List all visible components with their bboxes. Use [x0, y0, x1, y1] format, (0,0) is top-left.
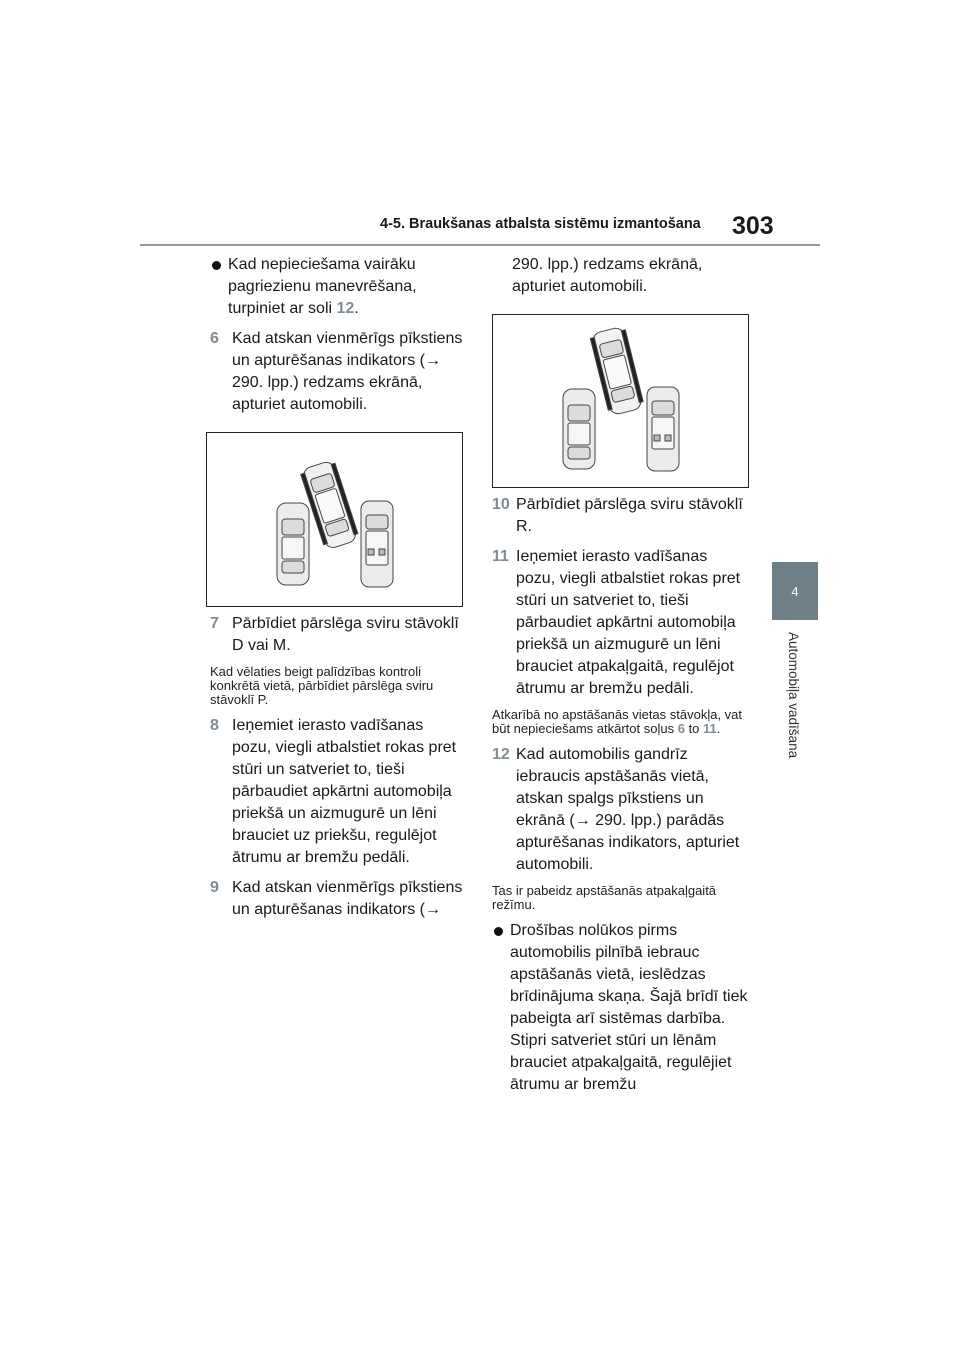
step-text: Kad automobilis gandrīz iebraucis apstāšanās vietā, atskan spalgs pīkstiens un ekrānā (→ 290. lpp.) parādās apturēšanas indikators, apturiet automobili.: [516, 746, 740, 873]
note-text-mid: to: [684, 721, 704, 736]
section-title: 4-5. Braukšanas atbalsta sistēmu izmantošana: [380, 216, 701, 232]
bullet-text: Drošības nolūkos pirms automobilis pilnībā iebrauc apstāšanās vietā, ieslēdzas brīdinājuma skaņa. Šajā brīdī tiek pabeigta arī sistēmas darbība. Stipri satveriet stūri un lēnām brauciet atpakaļgaitā, regulējiet ātrumu ar bremžu: [510, 922, 748, 1093]
step-number: 6: [210, 330, 219, 347]
step-number: 10: [492, 496, 510, 513]
left-column: [210, 252, 466, 921]
step-number: 11: [492, 548, 509, 565]
parking-illustration-reverse: [492, 314, 749, 488]
parked-car-left: [563, 389, 595, 469]
parking-illustration-forward: [206, 432, 463, 607]
parking-cars-diagram: [207, 433, 462, 606]
step-number: 8: [210, 717, 219, 734]
step-ref-11: 11: [703, 721, 717, 736]
note-step-11: [492, 708, 748, 736]
parked-car-left: [277, 503, 309, 585]
step-number: 12: [492, 746, 510, 763]
header-rule: [140, 244, 820, 246]
reversing-car: [589, 326, 644, 416]
step-text: Pārbīdiet pārslēga sviru stāvoklī D vai M.: [232, 615, 459, 654]
step-12: [492, 744, 748, 876]
page-number: 303: [732, 212, 774, 240]
step-text: Kad atskan vienmērīgs pīkstiens un apturēšanas indikators (→: [232, 879, 463, 918]
step-text: Ieņemiet ierasto vadīšanas pozu, viegli atbalstiet rokas pret stūri un satveriet to, tieši pārbaudiet apkārtni automobiļa priekšā un aizmugurē un lēni brauciet uz priekšu, regulējot ātrumu ar bremžu pedāli.: [232, 717, 457, 866]
parked-car-right: [647, 387, 679, 471]
bullet-multi-turn: [210, 254, 466, 320]
bullet-text: Kad nepieciešama vairāku pagriezienu manevrēšana, turpiniet ar soli: [228, 256, 417, 317]
step-11: [492, 546, 748, 700]
note-text: Atkarībā no apstāšanās vietas stāvokļa, vat būt nepieciešams atkārtot soļus: [492, 707, 743, 736]
step-8: [210, 715, 466, 869]
step-text: Pārbīdiet pārslēga sviru stāvoklī R.: [516, 496, 743, 535]
step-number: 7: [210, 615, 219, 632]
chapter-number: 4: [791, 584, 799, 599]
bullet-icon: [212, 261, 221, 270]
step-text: Ieņemiet ierasto vadīšanas pozu, viegli atbalstiet rokas pret stūri un satveriet to, tieši pārbaudiet apkārtni automobiļa priekšā un aizmugurē un lēni brauciet atpakaļgaitā, regulējot ātrumu ar bremžu pedāli.: [516, 548, 741, 697]
step-number: 9: [210, 879, 219, 896]
note-text-end: .: [716, 721, 721, 736]
step-ref-6: 6: [677, 721, 685, 736]
chapter-title: Automobiļa vadīšana: [786, 632, 801, 759]
note-step-12: Tas ir pabeidz apstāšanās atpakaļgaitā režīmu.: [492, 883, 717, 912]
step-9: [210, 877, 466, 921]
parked-car-right: [361, 501, 393, 587]
bullet-icon: [494, 927, 503, 936]
right-column: [492, 252, 748, 1096]
bullet-safety: [492, 920, 748, 1096]
chapter-tab: [772, 562, 818, 620]
step-7: [210, 613, 466, 657]
step-9-continued: 290. lpp.) redzams ekrānā, apturiet automobili.: [512, 256, 703, 295]
step-ref: 12: [336, 300, 355, 317]
parking-cars-diagram-2: [493, 315, 748, 487]
step-10: [492, 494, 748, 538]
bullet-text-end: .: [354, 300, 359, 317]
note-step-7: Kad vēlaties beigt palīdzības kontroli konkrētā vietā, pārbīdiet pārslēga sviru stāvoklī P.: [210, 664, 434, 707]
step-6: [210, 328, 466, 416]
step-text: Kad atskan vienmērīgs pīkstiens un apturēšanas indikators (→ 290. lpp.) redzams ekrānā, apturiet automobili.: [232, 330, 463, 413]
